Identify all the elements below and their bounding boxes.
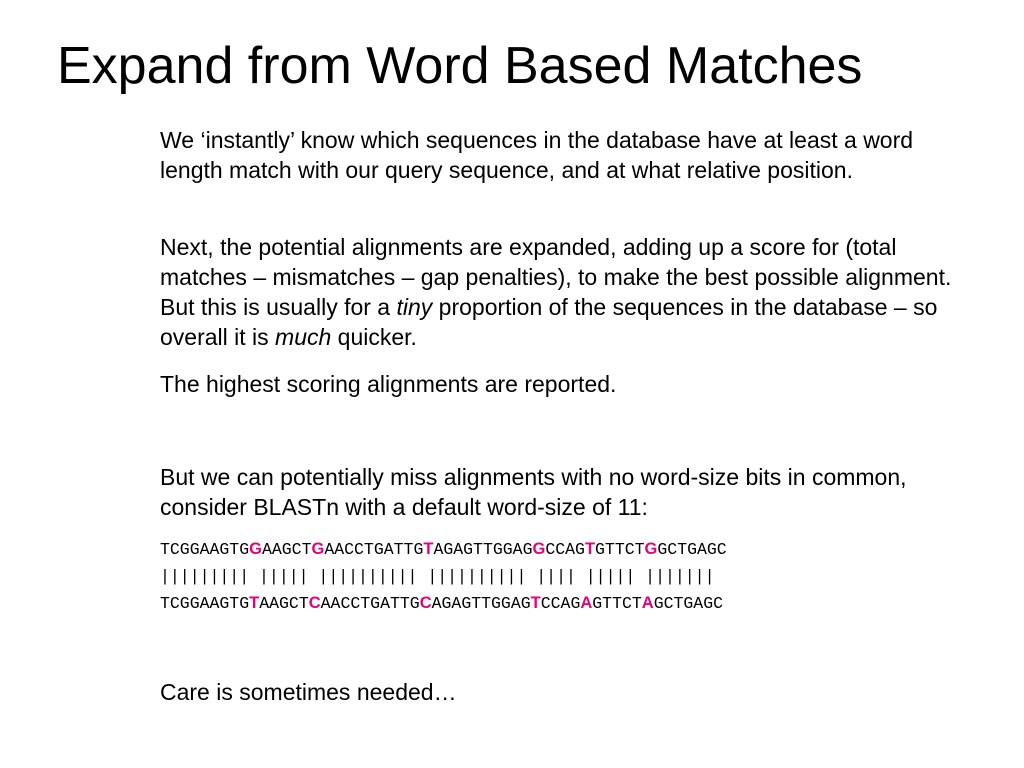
mismatch-base: G [532, 540, 546, 558]
matched-segment: GCTGAGC [657, 540, 727, 559]
mismatch-base: T [530, 594, 541, 612]
paragraph-expansion [160, 232, 960, 352]
matched-segment: CCAG [540, 594, 581, 613]
paragraph-expansion-part-b: proportion of the sequences in the database – so overall it is [160, 294, 938, 350]
slide-title: Expand from Word Based Matches [57, 37, 863, 95]
paragraph-word-size-caveat: But we can potentially miss alignments with no word-size bits in common, consider BLASTn with a default word-size of 11: [160, 464, 907, 520]
mismatch-base: C [419, 594, 432, 612]
matched-segment: AAGCT [261, 540, 312, 559]
mismatch-base: C [308, 594, 321, 612]
mismatch-base: T [584, 540, 596, 558]
mismatch-base: T [423, 540, 434, 558]
mismatch-base: G [644, 540, 658, 558]
mismatch-base: A [641, 594, 654, 612]
mismatch-base: T [249, 594, 260, 612]
mismatch-base: A [580, 594, 593, 612]
matched-segment: AAGCT [259, 594, 309, 613]
emphasis-tiny: tiny [396, 294, 433, 320]
matched-segment: AGAGTTGGAG [431, 594, 531, 613]
paragraph-reported: The highest scoring alignments are reported. [160, 371, 617, 397]
matched-segment: AACCTGATTG [324, 540, 424, 559]
matched-segment: AACCTGATTG [320, 594, 420, 613]
alignment-bottom-sequence [160, 591, 723, 616]
matched-segment: TCGGAAGTG [160, 594, 250, 613]
paragraph-expansion-part-c: quicker. [331, 324, 417, 350]
paragraph-expansion-part-a: Next, the potential alignments are expanded, adding up a score for (total matches – mismatches – gap penalties), to make the best possible alignment. But this is usually for a [160, 234, 952, 320]
matched-segment: GCTGAGC [653, 594, 724, 613]
paragraph-instant-lookup: We ‘instantly’ know which sequences in the database have at least a word length match with our query sequence, and at what relative position. [160, 127, 914, 183]
alignment-top-sequence [160, 537, 727, 562]
matched-segment: GTTCT [595, 540, 645, 559]
mismatch-base: G [249, 540, 262, 558]
matched-segment: TCGGAAGTG [160, 540, 250, 559]
matched-segment: GTTCT [592, 594, 642, 613]
emphasis-much: much [275, 324, 332, 350]
paragraph-care-needed: Care is sometimes needed… [160, 679, 457, 705]
mismatch-base: G [311, 540, 325, 558]
matched-segment: CCAG [545, 540, 585, 559]
alignment-match-bars: ||||||||| ||||| |||||||||| |||||||||| |||| ||||| ||||||| [160, 567, 715, 586]
matched-segment: AGAGTTGGAG [433, 540, 533, 559]
